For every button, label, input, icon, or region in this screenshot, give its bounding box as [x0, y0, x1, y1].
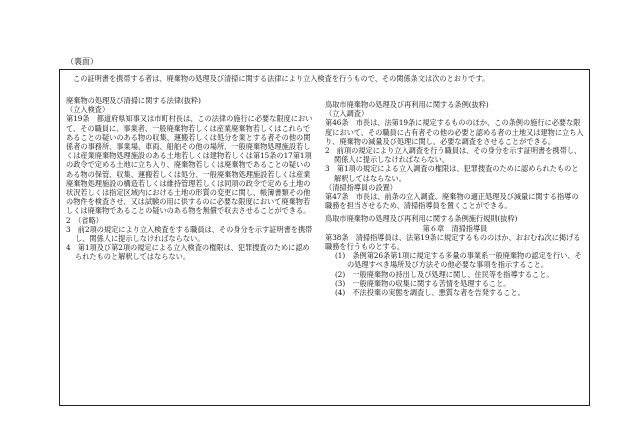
- section-heading-instructor: （清掃指導員の設置）: [325, 182, 397, 192]
- ordinance-title: 鳥取市廃棄物の処理及び再利用に関する条例(抜粋): [325, 100, 489, 109]
- article-46-p2: 2 前項の規定により立入調査を行う職員は、その身分を示す証明書を携帯し、関係人に提示しなければならない。: [325, 146, 582, 165]
- article-19-p4: 4 第1項及び第2項の規定による立入検査の権限は、犯罪捜査のために認められたものと解釈してはならない。: [66, 243, 310, 262]
- article-19: 第19条 都道府県知事又は市町村長は、この法律の施行に必要な限度において、その職員に、事業者、一般廃棄物若しくは産業廃棄物若しくはこれらであることの疑いのある物の収集、運搬若しくは処分を業とする者その他の関係者の事務所、事業場、車両、船舶その他の場所、一般廃棄物処理施設若しくは産業廃棄物処理施設のある土地若しくは建物若しくは第15条の17第1項の政令で定める土地に立ち入り、廃棄物若しくは廃棄物であることの疑いのある物の保管、収集、運搬若しくは処分、一般廃棄物処理施設若しくは産業廃棄物処理施設の構造若しくは維持管理若しくは同項の政令で定める土地の状況若しくは指定区域内における土地の形質の変更に関し、帳簿書類その他の物件を検査させ、又は試験の用に供するのに必要な限度において廃棄物若しくは廃棄物であることの疑いのある物を無償で収去させることができる。: [66, 114, 313, 216]
- rules-title: 鳥取市廃棄物の処理及び再利用に関する条例施行規則(抜粋): [325, 214, 518, 224]
- article-19-p2: 2 （省略）: [66, 215, 103, 225]
- chapter-heading: 第６章 清掃指導員: [422, 223, 488, 233]
- section-heading-inspection: （立入検査）: [66, 105, 110, 115]
- certificate-back: [59, 69, 590, 406]
- list-item: (4) 不法投棄の実態を調査し、悪質な者を告発すること。: [335, 288, 525, 298]
- article-38: 第38条 清掃指導員は、法第19条に規定するもののほか、おおむね次に掲げる職務を行うものとする。: [325, 232, 581, 252]
- intro-text: [67, 74, 583, 84]
- list-item: (1) 条例第26条第1項に規定する多量の事業系一般廃棄物の認定を行い、その処理すべき場所及び方法その他必要な事項を指示すること。: [335, 251, 582, 270]
- reverse-side-label: （裏面）: [66, 57, 98, 66]
- article-46-p3: 3 第1項の規定による立入調査の権限は、犯罪捜査のために認められたものと解釈してはならない。: [325, 164, 579, 183]
- article-46: 第46条 市長は、法第19条に規定するもののほか、この条例の施行に必要な限度において、その職員に占有者その他の必要と認める者の土地又は建物に立ち入り、廃棄物の減量及び処理に関し、必要な調査をさせることができる。: [325, 118, 584, 146]
- left-column: [66, 96, 313, 262]
- article-19-p3: 3 前2項の規定により立入検査をする職員は、その身分を示す証明書を携帯し、関係人に提示しなければならない。: [66, 224, 313, 244]
- intro-line: この証明書を携帯する者は、廃棄物の処理及び清掃に関する法律により立入検査を行うもので、その関係条文は次のとおりです。: [73, 74, 490, 83]
- section-heading-survey: （立入調査）: [325, 109, 369, 119]
- article-47: 第47条 市長は、前条の立入調査、廃棄物の適正処理及び減量に関する指導の職務を担当させるため、清掃指導員を置くことができる。: [325, 192, 579, 211]
- right-column: [325, 96, 585, 297]
- list-item: (3) 一般廃棄物の収集に関する苦情を処理すること。: [335, 278, 511, 288]
- law-title: 廃棄物の処理及び清掃に関する法律(抜粋): [66, 96, 201, 105]
- list-item: (2) 一般廃棄物の持出し及び処理に関し、住民等を指導すること。: [335, 269, 554, 279]
